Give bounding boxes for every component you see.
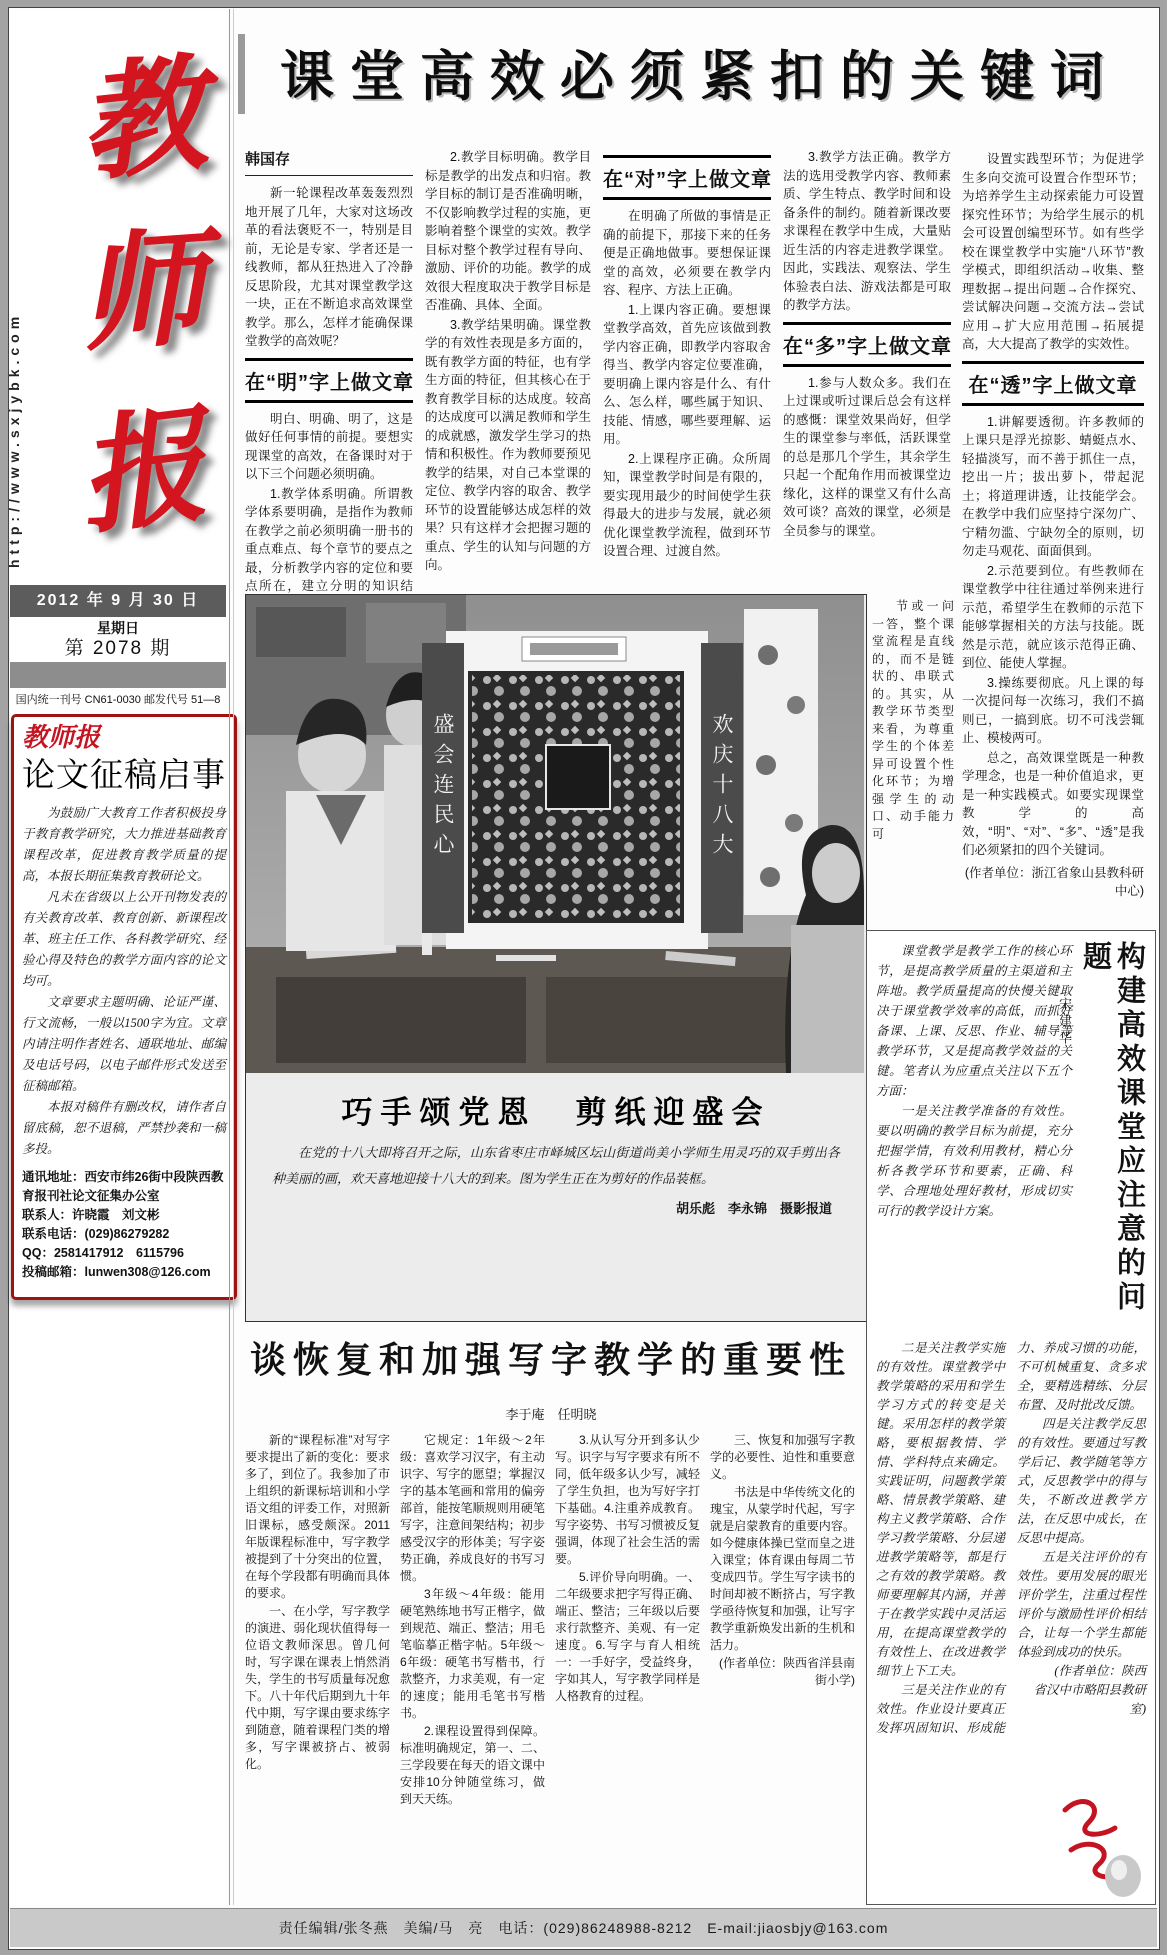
writing-attribution: (作者单位：陕西省洋县南街小学) <box>719 1656 855 1687</box>
lead-paragraph: 1.教学体系明确。所谓教学体系要明确，是指作为教师在教学之前必须明确一册书的重点难点、每个章节的要点之最，分析教学内容的定位和要点所在，建立分明的知识结 <box>245 486 413 593</box>
lead-paragraph: 节或一问一答，整个课堂流程是直线的，而不是链状的、串联式的。其实，从教学环节类型来看，为尊重学生的个体差异可设置个性化环节；为增强学生的动口、动手能力可 <box>872 599 954 841</box>
photo <box>246 595 864 1073</box>
lead-narrow-column <box>872 598 954 916</box>
right-box-article <box>866 930 1156 1905</box>
right-box-columns <box>876 1339 1146 1799</box>
writing-authors: 李于庵 任明晓 <box>505 1407 597 1422</box>
banner-left: 盛会连民心 <box>422 643 464 933</box>
masthead-char-1: 教 <box>72 45 212 198</box>
divider-bar <box>10 662 226 688</box>
banner-right: 欢庆十八大 <box>701 643 743 933</box>
right-box-top <box>876 941 1146 1329</box>
right-box-intro <box>876 941 1072 1329</box>
lead-paragraph: 1.讲解要透彻。许多教师的上课只是浮光掠影、蜻蜓点水、轻描淡写，而不善于抓住一点，挖出一片；拔出萝卜，带起泥土；将道理讲透，让技能学会。在教学中我们应坚持宁深勿广、宁精勿滥、宁缺勿全的原则，切勿走马观花、面面俱到。 <box>962 414 1144 558</box>
section-heading-tou: 在“透”字上做文章 <box>962 361 1144 406</box>
writing-paragraph: 一、在小学，写字教学的演进、弱化现状值得每一位语文教师深思。曾几何时，写字课在课表上悄然消失，学生的书写质量每况愈下。八十年代后期到九十年代中期，写字课由要求练字到随意，随着课程门类的增多，写字课被挤占、被弱化。 <box>245 1604 390 1771</box>
masthead-char-2: 师 <box>74 219 210 368</box>
website-url: http://www.sxjybk.com <box>6 311 22 568</box>
notice-paragraph: 为鼓励广大教育工作者积极投身于教育教学研究，大力推进基础教育课程改革，促进教育教学质量的提高，本报长期征集教育教研论文。 <box>22 806 226 883</box>
box-paragraph: 二是关注教学实施的有效性。课堂教学中教学策略的采用和学生学习方式的转变是关键。采用怎样的教学策略，要根据教情、学情、学科特点来确定。实践证明，问题教学策略、情景教学策略、建构主义教学策略、合作学习教学策略、分层递进教学策略等，都是行之有效的教学策略。教师要理解其内涵，并善于在教学实践中灵活运用，在提高课堂教学的有效性上、在改进教学细节上下工夫。 <box>876 1341 1005 1678</box>
writing-paragraph: 3.从认写分开到多认少写。识字与写字要求有所不同，低年级多认少写，减轻了学生负担，也为写好字打下基础。4.注重养成教育。写字姿势、书写习惯被反复强调，体现了社会生活的需要。 <box>555 1433 700 1566</box>
lead-paragraph: 2.教学目标明确。教学目标是教学的出发点和归宿。教学目标的制订是否准确明晰，不仅影响教学过程的实施，更影响着整个课堂的实效。教学目标对整个教学过程有导向、激励、评价的功能。教学的成效很大程度取决于教学目标是否准确、具体、全面。 <box>425 150 591 312</box>
lead-headline: 课堂高效必须紧扣的关键词 <box>280 47 1120 107</box>
contact-person: 联系人：许晓霞 刘文彬 <box>22 1208 160 1222</box>
writing-paragraph: 3年级～4年级：能用硬笔熟练地书写正楷字，做到规范、端正、整洁；用毛笔临摹正楷字帖。5年级～6年级：硬笔书写楷书，行款整齐，力求美观，有一定的速度；能用毛笔书写楷书。 <box>400 1587 545 1720</box>
headline-accent-bar <box>238 34 245 114</box>
lead-paragraph: 总之，高效课堂既是一种教学理念，也是一种价值追求，更是一种实践模式。如要实现课堂教学的高效，“明”、“对”、“多”、“透”是我们必须紧扣的四个关键词。 <box>962 750 1144 857</box>
lead-column-5 <box>962 150 1144 916</box>
notice-contact <box>22 1168 226 1282</box>
box-title: 构建高效课堂应注意的问题 <box>1079 941 1145 1315</box>
right-box-title-area <box>1057 941 1146 1329</box>
section-heading-duo: 在“多”字上做文章 <box>783 322 951 367</box>
notice-paragraph: 本报对稿件有删改权，请作者自留底稿，恕不退稿，严禁抄袭和一稿多投。 <box>22 1100 226 1156</box>
photo-credit: 胡乐彪 李永锦 摄影报道 <box>675 1201 832 1216</box>
lead-paragraph: 1.上课内容正确。要想课堂教学高效，首先应该做到教学内容正确，即教学内容取舍得当、教学内容定位要准确，要明确上课内容是什么、有什么、怎么样，哪些属于知识、技能、情感，哪些要理解、运用。 <box>603 302 771 446</box>
writing-column-1 <box>245 1432 390 1900</box>
photo-illustration <box>246 595 864 1073</box>
writing-paragraph: 2.课程设置得到保障。标准明确规定，第一、二、三学段要在每天的语文课中安排10分钟随堂练习，做到天天练。 <box>400 1724 545 1806</box>
lead-column-2 <box>425 148 591 586</box>
weekday: 星期日 <box>97 620 139 636</box>
contact-qq: QQ：2581417912 6115796 <box>22 1246 184 1260</box>
writing-paragraph: 书法是中华传统文化的瑰宝，从蒙学时代起，写字就是启蒙教育的重要内容。如今健康体操已堂而皇之进入课堂；体育课由每周二节变成四节。学生写字读书的时间却被不断挤占，写字教学亟待恢复和加强，让写字教学重新焕发出新的生机和活力。 <box>710 1485 855 1652</box>
issue-number: 第 2078 期 <box>64 638 172 659</box>
photo-caption-title: 巧手颂党恩 剪纸迎盛会 <box>341 1095 771 1130</box>
box-paragraph: 一是关注教学准备的有效性。要以明确的教学目标为前提，充分把握学情，有效利用教材，精心分析各教学环节和要素，正确、科学、合理地处理好教材，形成切实可行的教学设计方案。 <box>876 1104 1072 1218</box>
writing-paragraph: 新的“课程标准”对写字要求提出了新的变化：要求多了，到位了。我参加了市上组织的新课标培训和小学语文组的评委工作，对照新旧课标，感受颇深。2011年版课程标准中，写字教学被提到了十分突出的位置，在每个学段都有明确而具体的要求。 <box>245 1433 390 1600</box>
lead-paragraph: 设置实践型环节；为促进学生多向交流可设置合作型环节；为培养学生主动探索能力可设置探究性环节；为给学生展示的机会可设置创编型环节。如有些学校在课堂教学中实施“八环节”教学模式，即组织活动→收集、整理数据→提出问题→合作探究、尝试解决问题→交流方法→尝试应用→扩大应用范围→拓展提高，大大提高了教学的实效性。 <box>962 152 1144 351</box>
date-bar: 2012 年 9 月 30 日 <box>10 585 226 617</box>
writing-column-3 <box>555 1432 700 1900</box>
writing-column-4 <box>710 1432 855 1900</box>
writing-columns <box>245 1432 857 1900</box>
writing-paragraph: 三、恢复和加强写字教学的必要性、迫性和重要意义。 <box>710 1433 855 1481</box>
writing-headline: 谈恢复和加强写字教学的重要性 <box>249 1339 852 1380</box>
footer-bar: 责任编辑/张冬燕 美编/马 亮 电话：(029)86248988-8212 E-mail:jiaosbjy@163.com <box>10 1908 1157 1947</box>
vertical-divider <box>229 9 230 1905</box>
box-paragraph: 五是关注评价的有效性。要用发展的眼光评价学生，注重过程性评价与激励性评价相结合，让每一个学生都能体验到成功的快乐。 <box>1017 1550 1146 1659</box>
writing-paragraph: 它规定：1年级～2年级：喜欢学习汉字，有主动识字、写字的愿望；掌握汉字的基本笔画和常用的偏旁部首，能按笔顺规则用硬笔写字，注意间架结构；初步感受汉字的形体美；写字姿势正确，养成良好的书写习惯。 <box>400 1433 545 1583</box>
lead-paragraph: 在明确了所做的事情是正确的前提下，那接下来的任务便是正确地做事。要想保证课堂的高效，必须要在教学内容、程序、方法上正确。 <box>603 209 771 297</box>
red-calligraphy-seal <box>1053 1788 1149 1900</box>
lead-column-4 <box>783 148 951 586</box>
contact-phone: 联系电话：(029)86279282 <box>22 1227 170 1241</box>
lead-intro: 新一轮课程改革轰轰烈烈地开展了几年，大家对这场改革的看法褒贬不一，特别是目前，无论是专家、学者还是一线教师，都从狂热进入了冷静反思阶段，尤其对课堂教学这一块，正在不断追求高效课堂教学。那么，怎样才能确保课堂教学的高效呢？ <box>245 186 413 348</box>
notice-body <box>22 803 226 1160</box>
lead-paragraph: 3.操练要彻底。凡上课的每一次提问每一次练习，我们不搞则已，一搞到底。切不可浅尝辄止、模棱两可。 <box>962 675 1144 745</box>
lead-paragraph: 2.示范要到位。有些教师在课堂教学中往往通过举例来进行示范，希望学生在教师的示范下能够掌握相关的方法与技能。既然是示范，就应该示范得正确、到位、能使人掌握。 <box>962 563 1144 670</box>
writing-paragraph: 5.评价导向明确。一、二年级要求把字写得正确、端正、整洁；三年级以后要求行款整齐、美观、有一定速度。6.写字与育人相统一：一手好字，受益终身，字如其人，写字教学同样是人格教育的过程。 <box>555 1570 700 1703</box>
photo-caption-text: 在党的十八大即将召开之际，山东省枣庄市峄城区坛山街道尚美小学师生用灵巧的双手剪出各种美丽的画，欢天喜地迎接十八大的到来。图为学生正在为剪好的作品装框。 <box>272 1145 840 1186</box>
contact-address: 通讯地址：西安市纬26街中段陕西教育报刊社论文征集办公室 <box>22 1170 224 1203</box>
section-heading-ming: 在“明”字上做文章 <box>245 358 413 403</box>
notice-paragraph: 文章要求主题明确、论证严谨、行文流畅，一般以1500字为宜。文章内请注明作者姓名、通联地址、邮编及电话号码，以电子邮件形式发送至征稿邮箱。 <box>22 995 226 1093</box>
notice-title: 论文征稿启事 <box>22 758 226 794</box>
contact-email: 投稿邮箱：lunwen308@126.com <box>22 1265 211 1279</box>
lead-paragraph: 3.教学结果明确。课堂教学的有效性表现是多方面的，既有教学方面的特征，也有学生方面的特征，但其核心在于教育教学目标的达成度。较高的达成度可以满足教师和学生的成就感，激发学生学习的热情和积极性。作为教师要预见教学的结果，对自己本堂课的定位、教学内容的取舍、教学环节的设置能够达成怎样的效果？只有这样才会把握习题的重点、学生的认知与问题的方向。 <box>425 317 591 572</box>
notice-paragraph: 凡未在省级以上公开刊物发表的有关教育改革、教育创新、新课程改革、班主任工作、各科教学研究、经验心得及特色的教学方面内容的论文均可。 <box>22 890 226 988</box>
lead-paragraph: 明白、明确、明了，这是做好任何事情的前提。要想实现课堂的高效，在备课时对于以下三个问题必须明确。 <box>245 411 413 481</box>
lead-author: 韩国存 <box>245 148 413 176</box>
box-author: 宋建华 <box>1057 997 1072 1048</box>
lead-column-1 <box>245 148 414 593</box>
box-paragraph: 三是关注作业的有效性。作业设计要真正发挥巩固知识、形成能力、养成习惯的功能，不可机械重复、贪多求全，要精选精练、分层布置、及时批改反馈。 <box>876 1341 1146 1735</box>
section-heading-dui: 在“对”字上做文章 <box>603 155 771 200</box>
publication-codes: 国内统一刊号 CN61-0030 邮发代号 51—8 <box>15 694 221 706</box>
lead-article-columns <box>245 148 952 593</box>
box-paragraph: 四是关注教学反思的有效性。要通过写教学后记、教学随笔等方式，反思教学中的得与失，不断改进教学方法，在反思中成长，在反思中提高。 <box>1017 1417 1146 1545</box>
vertical-divider-light <box>233 9 234 1905</box>
notice-logo: 教师报 <box>22 723 101 752</box>
lead-column-3 <box>603 148 771 586</box>
lead-paragraph: 1.参与人数众多。我们在上过课或听过课后总会有这样的感慨：课堂效果尚好，但学生的课堂参与率低，活跃课堂的总是那几个学生，其余学生只起一个配角作用而被课堂边缘化，这样的课堂又有什么高效可谈？高效的课堂，必须是全员参与的课堂。 <box>783 375 951 538</box>
lead-paragraph: 3.教学方法正确。教学方法的选用受教学内容、教师素质、学生特点、教学时间和设备条件的制约。随着新课改要求课程在教学中生成，大量贴近生活的内容走进教学课堂。因此，实践法、观察法、学生体验表白法、游戏法都是可取的教学方法。 <box>783 150 951 312</box>
lead-attribution: (作者单位：浙江省象山县教科研中心) <box>964 865 1144 898</box>
box-attribution: (作者单位：陕西省汉中市略阳县教研室) <box>1033 1664 1146 1716</box>
photo-block <box>245 594 867 1322</box>
lead-paragraph: 2.上课程序正确。众所周知，课堂教学时间是有限的，要实现用最少的时间使学生获得最大的进步与发展，就必须优化课堂教学流程，做到环节设置合理、过渡自然。 <box>603 451 771 558</box>
essay-solicitation-notice <box>11 714 237 1300</box>
masthead-char-3: 报 <box>70 396 213 551</box>
writing-column-2 <box>400 1432 545 1900</box>
box-paragraph: 课堂教学是教学工作的核心环节，是提高教学质量的主渠道和主阵地。教学质量提高的快慢关键取决于课堂教学效率的高低，而抓好备课、上课、反思、作业、辅导等教学环节，又是提高教学效益的关键。笔者认为应重点关注以下五个方面： <box>876 944 1072 1098</box>
